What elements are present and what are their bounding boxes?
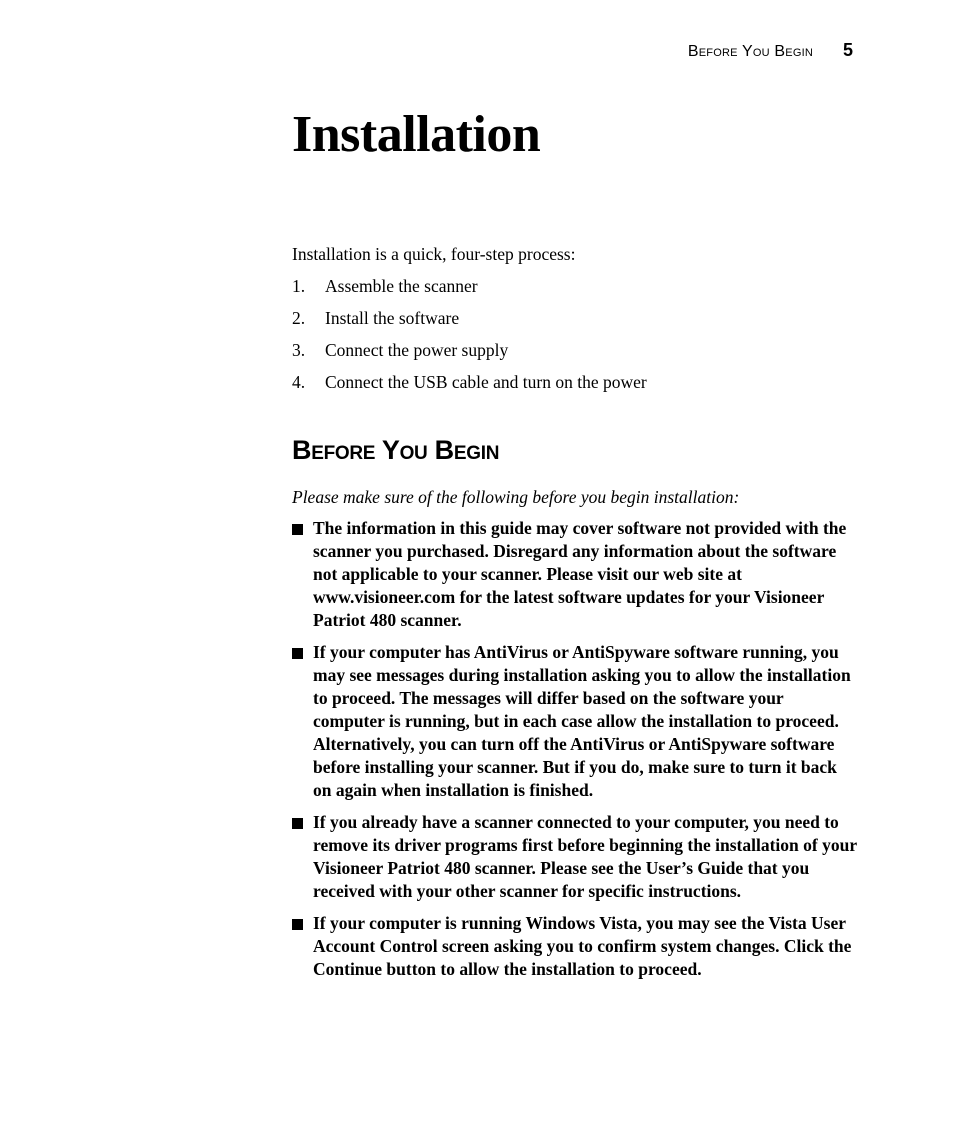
step-number: 2. [292,308,306,328]
section-lead: Please make sure of the following before you begin installation: [292,487,740,507]
section-heading: Before You Begin [292,435,500,465]
installation-steps [292,275,647,403]
step-item [292,307,647,339]
square-bullet-icon [292,648,303,659]
running-title: Before You Begin [687,43,813,60]
step-text: Assemble the scanner [325,276,478,296]
list-item [292,641,857,802]
step-number: 4. [292,372,306,392]
step-item [292,371,647,403]
square-bullet-icon [292,919,303,930]
step-number: 3. [292,340,306,360]
step-text: Connect the USB cable and turn on the power [325,372,647,392]
list-item [292,912,857,981]
step-number: 1. [292,276,306,296]
chapter-title: Installation [292,106,541,163]
list-item-text: The information in this guide may cover software not provided with the scanner you purchased. Disregard any information about the software not applicable to your scanner. Please visit our web site at www.visioneer.com for the latest software updates for your Visioneer Patriot 480 scanner. [313,518,847,630]
list-item-text: If you already have a scanner connected to your computer, you need to remove its driver programs first before beginning the installation of your Visioneer Patriot 480 scanner. Please see the User’s Guide that you received with your other scanner for specific instructions. [313,812,857,901]
intro-paragraph: Installation is a quick, four-step process: [292,244,576,264]
step-text: Connect the power supply [325,340,509,360]
step-item [292,275,647,307]
square-bullet-icon [292,524,303,535]
page-number: 5 [842,40,853,60]
page-content [292,100,857,979]
list-item [292,517,857,632]
step-item [292,339,647,371]
step-text: Install the software [325,308,460,328]
running-header [600,40,853,61]
list-item [292,811,857,903]
list-item-text: If your computer has AntiVirus or AntiSpyware software running, you may see messages during installation asking you to allow the installation to proceed. The messages will differ based on the software your computer is running, but in each case allow the installation to proceed. Alternatively, you can turn off the AntiVirus or AntiSpyware software before installing your scanner. But if you do, make sure to turn it back on again when installation is finished. [313,642,851,800]
list-item-text: If your computer is running Windows Vista, you may see the Vista User Account Control screen asking you to confirm system changes. Click the Continue button to allow the installation to proceed. [313,913,852,979]
square-bullet-icon [292,818,303,829]
prerequisite-list [292,517,857,990]
